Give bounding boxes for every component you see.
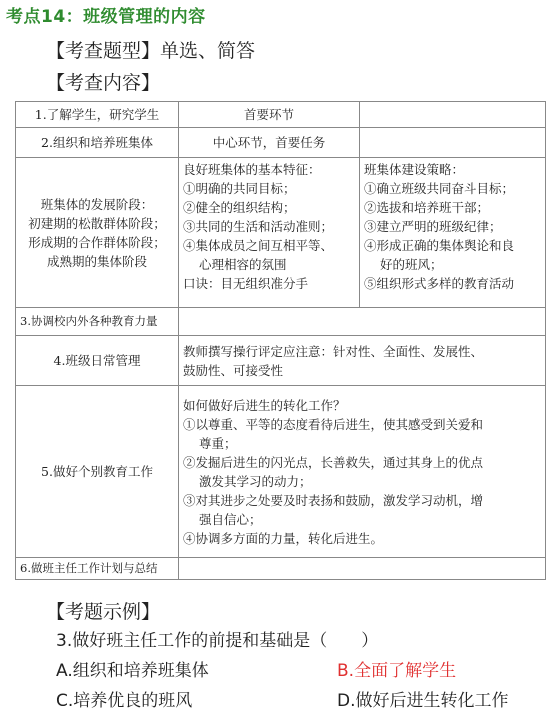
- list-item: 如何做好后进生的转化工作？: [183, 397, 346, 413]
- class-building-strategies: [360, 158, 546, 308]
- list-item: 班集体建设策略：: [364, 162, 465, 177]
- question-stem: 3.做好班主任工作的前提和基础是（ ）: [56, 631, 379, 651]
- class-development-stages: [16, 158, 179, 308]
- list-item: 强自信心；: [199, 511, 262, 527]
- row1-item: 1.了解学生，研究学生: [16, 102, 179, 128]
- content-table: [15, 101, 546, 580]
- list-item: 成熟期的集体阶段: [46, 253, 147, 269]
- list-item: ②选拔和培养班干部；: [364, 200, 490, 215]
- list-item: 教师撰写操行评定应注意：针对性、全面性、发展性、: [183, 343, 484, 359]
- table-row: [16, 158, 546, 308]
- row4-empty: [179, 308, 546, 336]
- list-item: 良好班集体的基本特征：: [183, 162, 321, 177]
- table-row: [16, 102, 546, 128]
- list-item: ④集体成员之间互相平等、: [183, 238, 334, 253]
- conduct-evaluation-note: [179, 336, 546, 386]
- row6-item: 5.做好个别教育工作: [16, 386, 179, 558]
- list-item: 心理相容的氛围: [199, 257, 287, 272]
- list-item: 口诀：目无组织准分手: [183, 276, 309, 291]
- list-item: ④协调多方面的力量，转化后进生。: [183, 530, 384, 546]
- option-a: A.组织和培养班集体: [56, 661, 209, 681]
- list-item: ①以尊重、平等的态度看待后进生，使其感受到关爱和: [183, 416, 484, 432]
- list-item: ④形成正确的集体舆论和良: [364, 238, 515, 253]
- table-row: [16, 308, 546, 336]
- row2-note: 中心环节，首要任务: [179, 128, 360, 158]
- list-item: ②发掘后进生的闪光点，长善救失，通过其身上的优点: [183, 454, 484, 470]
- option-d: D.做好后进生转化工作: [337, 691, 509, 711]
- list-item: 激发其学习的动力；: [199, 473, 312, 489]
- row2-item: 2.组织和培养班集体: [16, 128, 179, 158]
- list-item: 鼓励性、可接受性: [183, 362, 284, 378]
- table-row: [16, 558, 546, 580]
- row5-item: 4.班级日常管理: [16, 336, 179, 386]
- table-row: [16, 336, 546, 386]
- row1-note: 首要环节: [179, 102, 360, 128]
- table-row: [16, 386, 546, 558]
- list-item: ⑤组织形式多样的教育活动: [364, 276, 515, 291]
- list-item: ①明确的共同目标；: [183, 181, 296, 196]
- row2-empty: [360, 128, 546, 158]
- content-label: 【考查内容】: [46, 72, 161, 94]
- list-item: ①确立班级共同奋斗目标；: [364, 181, 515, 196]
- row4-item: 3.协调校内外各种教育力量: [16, 308, 179, 336]
- example-label: 【考题示例】: [46, 601, 161, 623]
- underachiever-transformation: [179, 386, 546, 558]
- option-c: C.培养优良的班风: [56, 691, 193, 711]
- list-item: 好的班风；: [380, 257, 443, 272]
- table-row: [16, 128, 546, 158]
- page-title: 考点14：班级管理的内容: [6, 7, 206, 27]
- option-b-answer: B.全面了解学生: [337, 661, 457, 681]
- list-item: ③对其进步之处要及时表扬和鼓励，激发学习动机，增: [183, 492, 484, 508]
- list-item: 班集体的发展阶段：: [40, 196, 154, 212]
- list-item: ②健全的组织结构；: [183, 200, 296, 215]
- list-item: 初建期的松散群体阶段；: [28, 215, 166, 231]
- list-item: 形成期的合作群体阶段；: [28, 234, 166, 250]
- question-type-label: 【考查题型】单选、简答: [46, 40, 256, 62]
- list-item: ③共同的生活和活动准则；: [183, 219, 334, 234]
- list-item: ③建立严明的班级纪律；: [364, 219, 502, 234]
- row7-item: 6.做班主任工作计划与总结: [16, 558, 179, 580]
- good-class-features: [179, 158, 360, 308]
- list-item: 尊重；: [199, 435, 237, 451]
- row1-empty: [360, 102, 546, 128]
- row7-empty: [179, 558, 546, 580]
